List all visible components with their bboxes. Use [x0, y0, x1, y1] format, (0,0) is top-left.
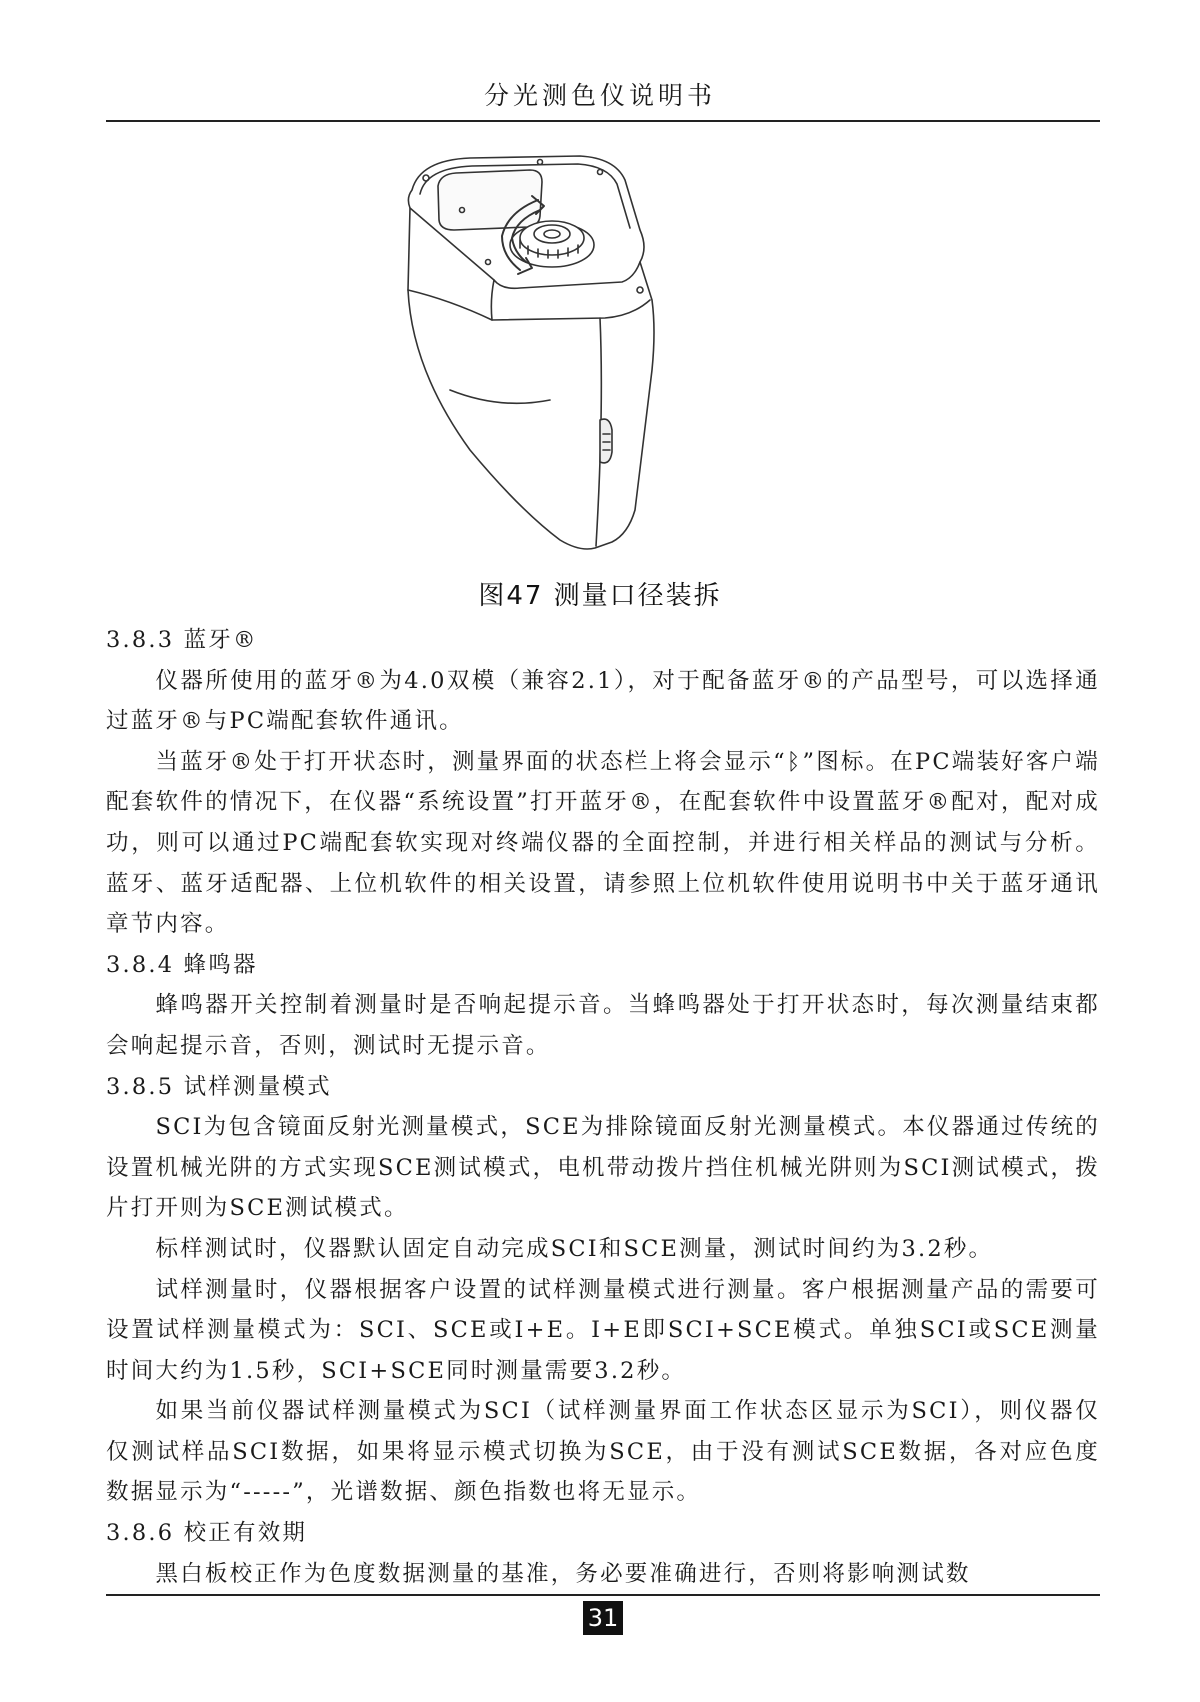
body-text: [106, 620, 1100, 1594]
section-heading-385: 3.8.5 试样测量模式: [106, 1073, 332, 1100]
paragraph-mode-3: 试样测量时，仪器根据客户设置的试样测量模式进行测量。客户根据测量产品的需要可设置试样测量模式为：SCI、SCE或I+E。I+E即SCI+SCE模式。单独SCI或SCE测量时间大约为1.5秒，SCI+SCE同时测量需要3.2秒。: [106, 1276, 1100, 1384]
header-rule: [106, 120, 1100, 122]
page-number: 31: [583, 1601, 623, 1635]
figure-caption: 图47 测量口径装拆: [478, 581, 722, 611]
section-heading-386: 3.8.6 校正有效期: [106, 1520, 308, 1547]
paragraph-mode-4: 如果当前仪器试样测量模式为SCI（试样测量界面工作状态区显示为SCI），则仪器仅仅测试样品SCI数据，如果将显示模式切换为SCE，由于没有测试SCE数据，各对应色度数据显示为“-----”，光谱数据、颜色指数也将无显示。: [106, 1398, 1100, 1506]
page-header-title: 分光测色仪说明书: [483, 81, 716, 110]
section-heading-383: 3.8.3 蓝牙®: [106, 627, 258, 653]
paragraph-mode-1: SCI为包含镜面反射光测量模式，SCE为排除镜面反射光测量模式。本仪器通过传统的设置机械光阱的方式实现SCE测试模式，电机带动拨片挡住机械光阱则为SCI测试模式，拨片打开则为SCE测试模式。: [106, 1114, 1100, 1222]
paragraph-bluetooth-2: 当蓝牙®处于打开状态时，测量界面的状态栏上将会显示“ᛒ”图标。在PC端装好客户端配套软件的情况下，在仪器“系统设置”打开蓝牙®，在配套软件中设置蓝牙®配对，配对成功，则可以通过PC端配套软实现对终端仪器的全面控制，并进行相关样品的测试与分析。蓝牙、蓝牙适配器、上位机软件的相关设置，请参照上位机软件使用说明书中关于蓝牙通讯章节内容。: [106, 748, 1100, 938]
section-heading-384: 3.8.4 蜂鸣器: [106, 951, 258, 978]
footer-rule: [106, 1594, 1100, 1596]
paragraph-bluetooth-1: 仪器所使用的蓝牙®为4.0双模（兼容2.1），对于配备蓝牙®的产品型号，可以选择通过蓝牙®与PC端配套软件通讯。: [106, 667, 1100, 735]
paragraph-buzzer: 蜂鸣器开关控制着测量时是否响起提示音。当蜂鸣器处于打开状态时，每次测量结束都会响起提示音，否则，测试时无提示音。: [106, 992, 1100, 1059]
paragraph-calibration: 黑白板校正作为色度数据测量的基准，务必要准确进行，否则将影响测试数: [155, 1560, 971, 1587]
instrument-illustration: [390, 150, 750, 560]
paragraph-mode-2: 标样测试时，仪器默认固定自动完成SCI和SCE测量，测试时间约为3.2秒。: [155, 1235, 994, 1262]
